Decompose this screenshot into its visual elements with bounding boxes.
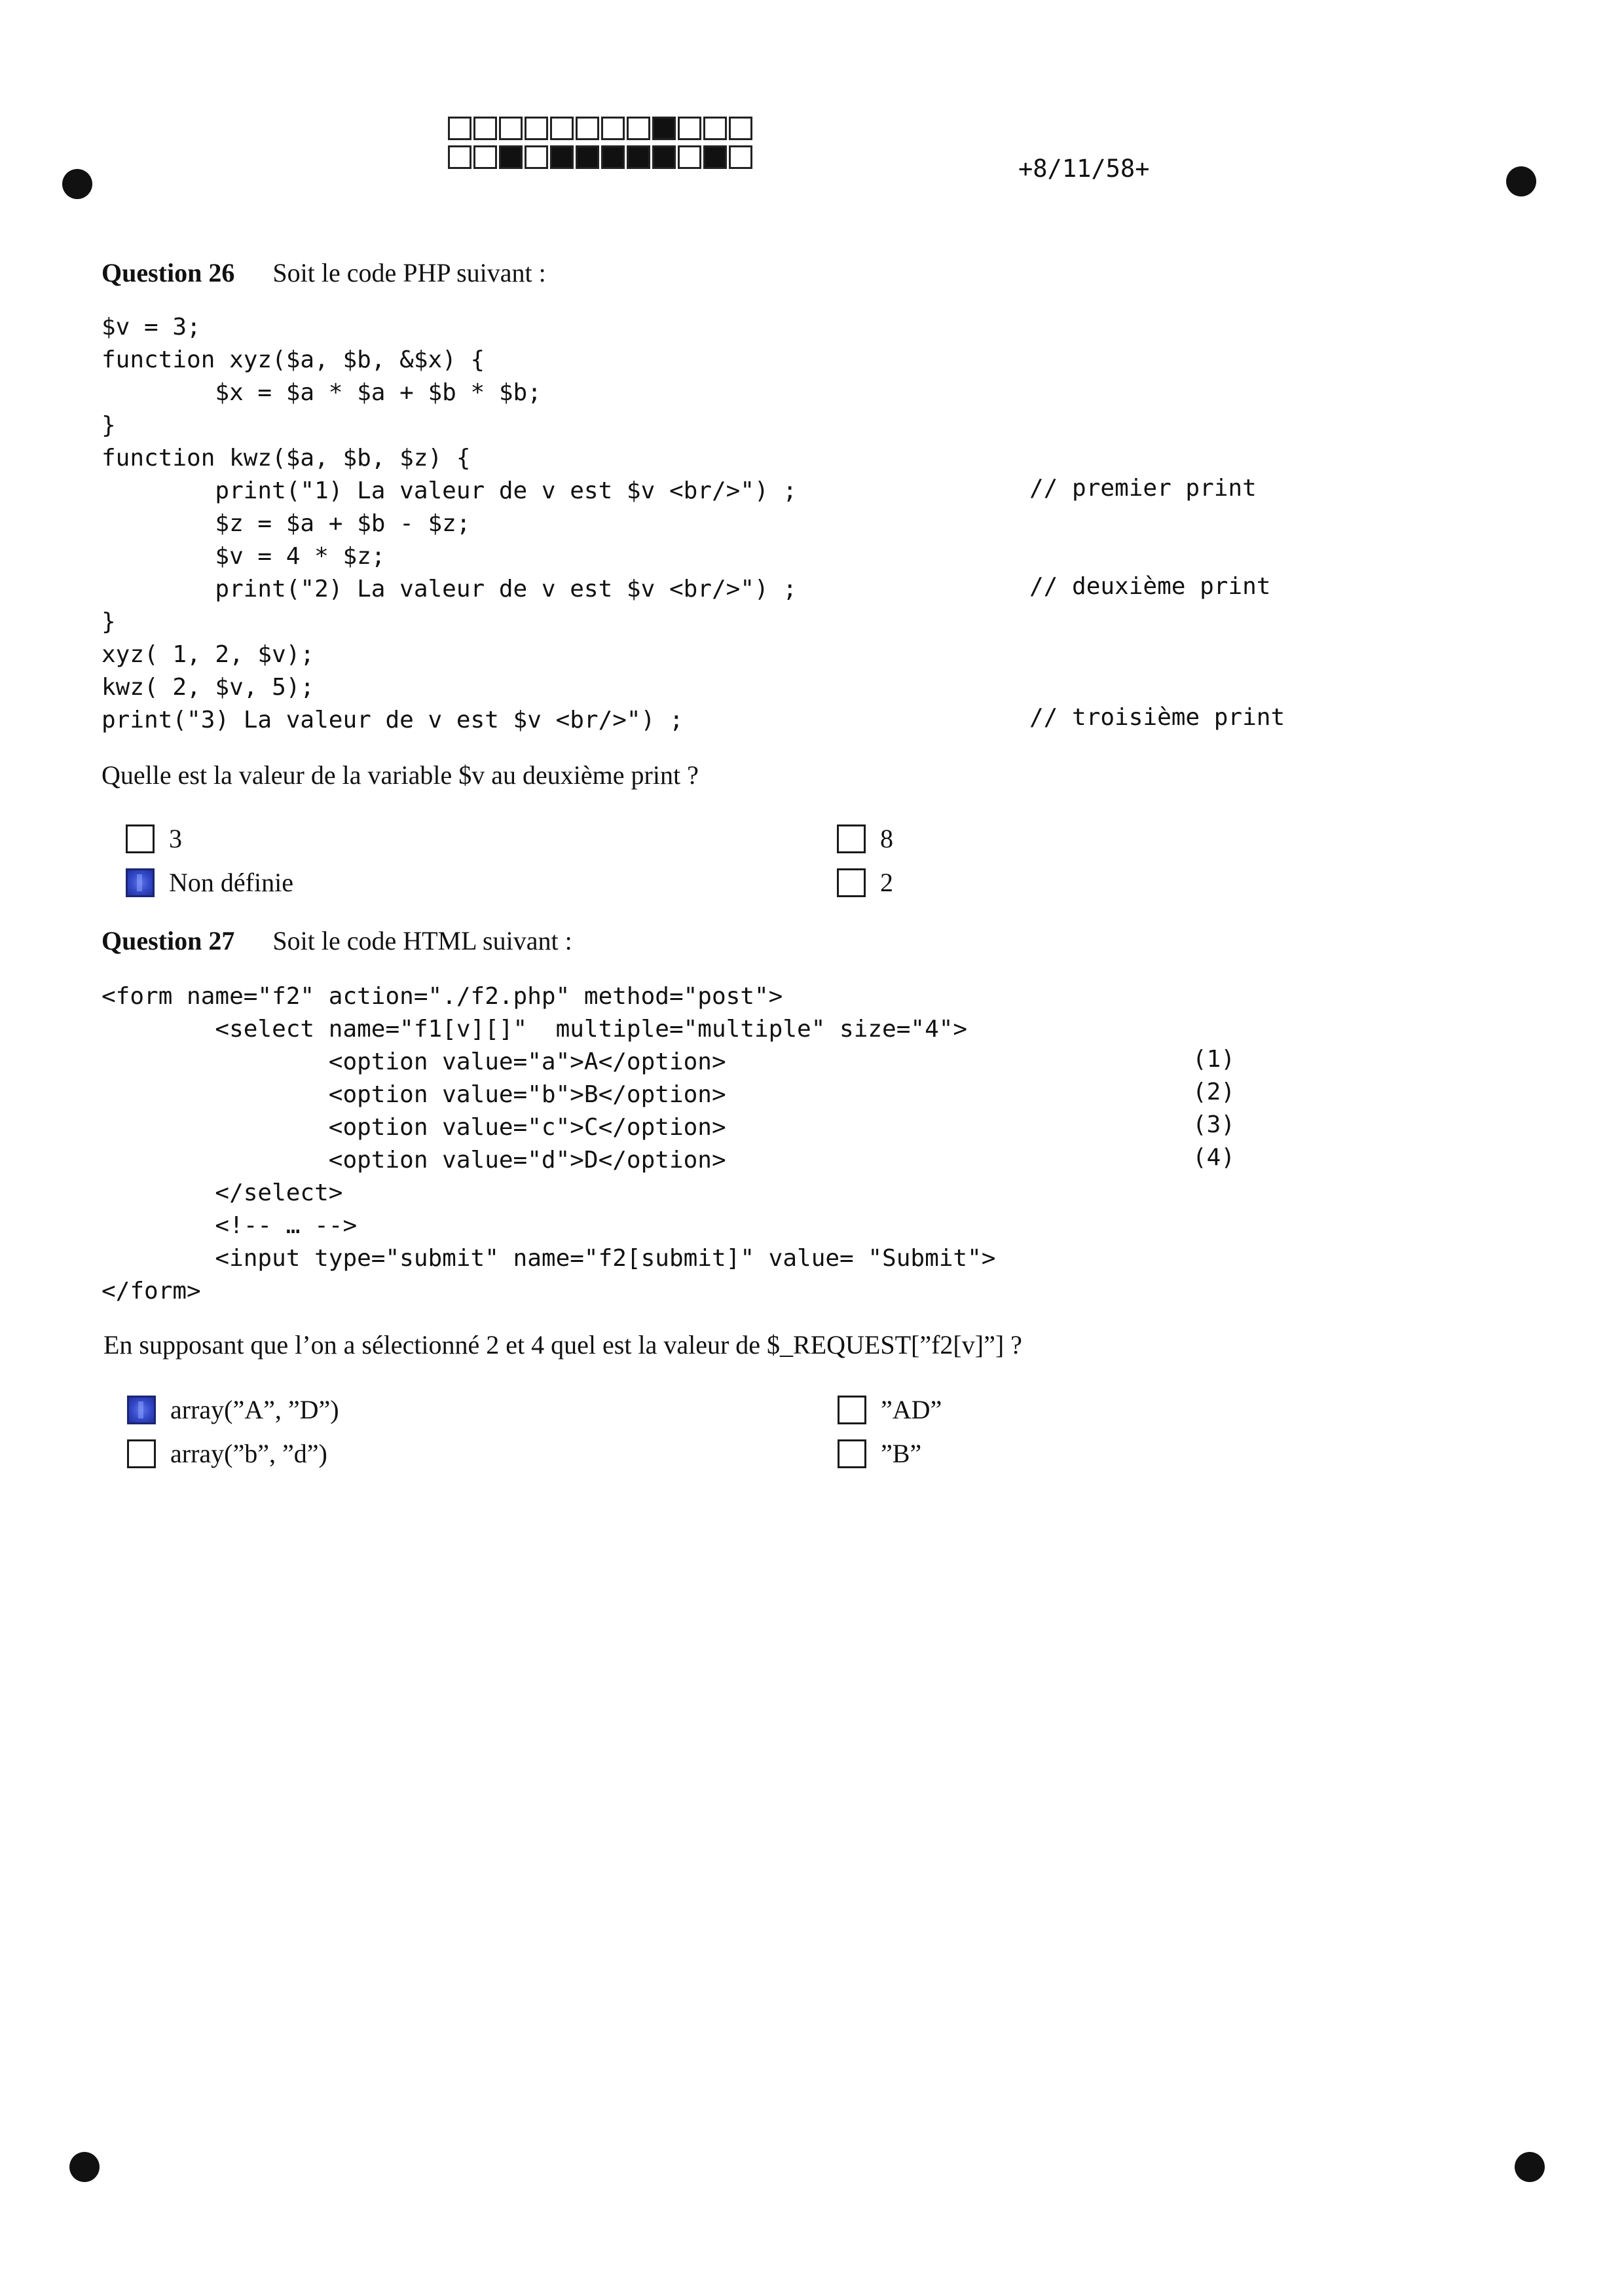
code-line: <option value="c">C</option> (101, 1114, 726, 1141)
code-line: function xyz($a, $b, &$x) { (101, 346, 485, 373)
answer-label: array(”A”, ”D”) (170, 1395, 339, 1424)
answer-option[interactable] (127, 1438, 327, 1469)
checkbox[interactable] (127, 1439, 156, 1468)
registration-mark-bottom-left (69, 2152, 100, 2182)
checkbox[interactable] (838, 1439, 866, 1468)
checkbox[interactable] (126, 824, 155, 853)
id-grid-cell (703, 117, 727, 140)
answer-option[interactable] (837, 823, 893, 854)
id-grid-cell (652, 145, 676, 169)
answer-label: 2 (880, 868, 893, 897)
id-grid-cell (499, 145, 523, 169)
answer-option[interactable] (838, 1438, 921, 1469)
id-grid-cell (448, 145, 471, 169)
answer-option[interactable] (126, 867, 293, 898)
id-grid-cell (576, 117, 599, 140)
answer-label: Non définie (169, 868, 293, 897)
answer-option[interactable] (837, 867, 893, 898)
code-line: $v = 4 * $z; (101, 543, 386, 570)
code-line: <option value="b">B</option> (101, 1081, 726, 1108)
id-grid-cell (703, 145, 727, 169)
code-line: <select name="f1[v][]" multiple="multiple" size="4"> (101, 1016, 968, 1043)
id-grid-cell (729, 145, 752, 169)
id-grid-cell (448, 117, 471, 140)
option-line-number: (2) (1192, 1079, 1236, 1105)
question-27-header (101, 925, 572, 956)
question-number: Question 26 (101, 258, 235, 287)
html-code-block (101, 980, 995, 1308)
code-line: print("3) La valeur de v est $v <br/>") ; (101, 707, 684, 733)
code-line: </form> (101, 1278, 201, 1305)
code-line: <form name="f2" action="./f2.php" method="post"> (101, 983, 783, 1010)
code-line: <option value="d">D</option> (101, 1147, 726, 1174)
checkbox[interactable] (126, 868, 155, 897)
answer-label: 8 (880, 824, 893, 853)
code-comment: // premier print (1029, 475, 1257, 502)
id-grid-cell (678, 117, 701, 140)
id-grid-cell (525, 145, 548, 169)
id-grid-cell (525, 117, 548, 140)
option-line-number: (1) (1192, 1046, 1236, 1073)
question-number: Question 27 (101, 926, 235, 955)
id-grid-cell (576, 145, 599, 169)
code-line: print("1) La valeur de v est $v <br/>") ; (101, 477, 798, 504)
id-grid-row (448, 117, 754, 140)
code-line: print("2) La valeur de v est $v <br/>") ; (101, 576, 798, 602)
id-grid-cell (550, 145, 574, 169)
answer-option[interactable] (838, 1394, 942, 1425)
id-grid-cell (627, 117, 650, 140)
id-grid-row (448, 145, 754, 169)
code-comment: // troisième print (1029, 704, 1285, 731)
code-line: <!-- … --> (101, 1212, 358, 1239)
id-grid-cell (678, 145, 701, 169)
id-grid-cell (473, 117, 497, 140)
page-code: +8/11/58+ (1018, 155, 1150, 183)
id-grid-cell (652, 117, 676, 140)
id-grid-cell (601, 117, 625, 140)
checkbox[interactable] (837, 824, 866, 853)
code-line: xyz( 1, 2, $v); (101, 641, 315, 668)
code-line: } (101, 608, 116, 635)
code-line: </select> (101, 1179, 343, 1206)
question-prompt: Quelle est la valeur de la variable $v au deuxième print ? (101, 760, 699, 790)
answer-label: 3 (169, 824, 182, 853)
code-line: $x = $a * $a + $b * $b; (101, 379, 542, 406)
code-line: $v = 3; (101, 314, 201, 341)
option-line-number: (3) (1192, 1111, 1236, 1138)
answer-label: ”AD” (881, 1395, 942, 1424)
question-title: Soit le code PHP suivant : (272, 258, 546, 287)
code-line: $z = $a + $b - $z; (101, 510, 471, 537)
question-26-header (101, 257, 546, 288)
code-line: kwz( 2, $v, 5); (101, 674, 315, 701)
answer-label: array(”b”, ”d”) (170, 1439, 327, 1468)
code-line: } (101, 412, 116, 439)
answer-option[interactable] (126, 823, 182, 854)
question-title: Soit le code HTML suivant : (272, 926, 572, 955)
option-line-number: (4) (1192, 1144, 1236, 1171)
code-comment: // deuxième print (1029, 573, 1271, 600)
answer-label: ”B” (881, 1439, 922, 1468)
checkbox[interactable] (838, 1396, 866, 1424)
code-line: function kwz($a, $b, $z) { (101, 445, 471, 472)
php-code-block (101, 311, 797, 737)
code-line: <option value="a">A</option> (101, 1048, 726, 1075)
registration-mark-top-right (1506, 166, 1536, 196)
id-grid-cell (550, 117, 574, 140)
id-grid-cell (729, 117, 752, 140)
id-grid-cell (499, 117, 523, 140)
answer-option[interactable] (127, 1394, 339, 1425)
checkbox[interactable] (127, 1396, 156, 1424)
id-grid-cell (601, 145, 625, 169)
question-prompt: En supposant que l’on a sélectionné 2 et 4 quel est la valeur de $_REQUEST[”f2[v]”] ? (103, 1330, 1022, 1360)
id-grid-cell (473, 145, 497, 169)
id-grid-cell (627, 145, 650, 169)
student-id-grid (448, 117, 754, 169)
registration-mark-bottom-right (1515, 2152, 1545, 2182)
code-line: <input type="submit" name="f2[submit]" value= "Submit"> (101, 1245, 996, 1272)
checkbox[interactable] (837, 868, 866, 897)
registration-mark-top-left (62, 169, 92, 199)
